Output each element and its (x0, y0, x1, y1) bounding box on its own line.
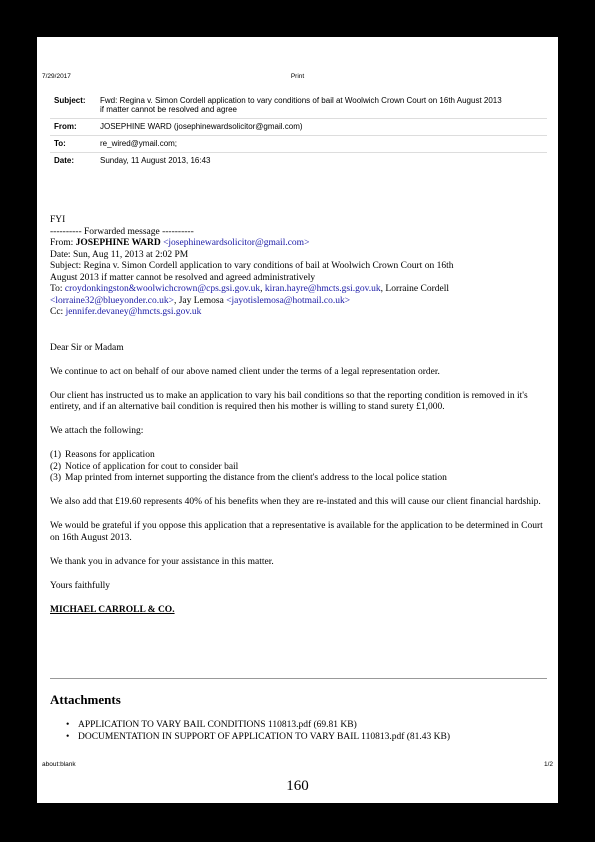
to-recipient-name-3: , Lorraine Cordell (380, 284, 449, 294)
print-date: 7/29/2017 (42, 73, 71, 80)
print-page (37, 37, 558, 803)
fyi-text: FYI (50, 215, 66, 225)
to-email-link-3[interactable]: <lorraine32@blueyonder.co.uk> (50, 295, 174, 306)
list-item-number: (2) (50, 461, 62, 472)
date-row (50, 153, 547, 170)
to-separator: , (260, 284, 265, 294)
list-item (50, 450, 547, 462)
to-email-link-2[interactable]: kiran.hayre@hmcts.gsi.gov.uk (264, 284, 381, 294)
paragraph-5: We would be grateful if you oppose this application that a representative is available for the application to be determined in Court on 16th August 2013. (50, 521, 543, 543)
date-value: Sunday, 11 August 2013, 16:43 (96, 153, 547, 170)
closing: Yours faithfully (50, 580, 110, 591)
footer-url: about:blank (42, 761, 76, 768)
list-item (50, 473, 547, 485)
list-item-number: (1) (50, 450, 62, 460)
paragraph-1: We continue to act on behalf of our above named client under the terms of a legal representation order. (50, 366, 440, 377)
forwarded-date: Date: Sun, Aug 11, 2013 at 2:02 PM (50, 249, 189, 260)
print-title: Print (290, 73, 305, 80)
email-meta-table (50, 93, 547, 169)
list-item-number: (3) (50, 473, 62, 483)
list-item-text: Reasons for application (65, 450, 155, 460)
to-row (50, 136, 547, 153)
salutation: Dear Sir or Madam (50, 342, 124, 353)
from-row (50, 119, 547, 136)
to-email-link-4[interactable]: <jayotislemosa@hotmail.co.uk> (226, 295, 351, 306)
to-prefix: To: (50, 284, 65, 294)
date-label: Date: (50, 153, 96, 170)
from-name: JOSEPHINE WARD (75, 238, 161, 248)
attachments-list (78, 719, 548, 743)
subject-row (50, 93, 547, 119)
attachments-heading: Attachments (50, 692, 121, 707)
to-recipient-name-4: , Jay Lemosa (173, 295, 227, 306)
forwarded-cc (50, 307, 547, 319)
subject-value-line1: Fwd: Regina v. Simon Cordell application to vary conditions of bail at Woolwich Crown Court on 16th August 2013 (100, 96, 502, 105)
subject-value-line2: if matter cannot be resolved and agree (100, 105, 237, 114)
list-item (50, 462, 547, 474)
forwarded-subject-line2: August 2013 if matter cannot be resolved and agreed administratively (50, 272, 316, 283)
cc-email-link[interactable]: jennifer.devaney@hmcts.gsi.gov.uk (65, 307, 202, 317)
from-prefix: From: (50, 238, 76, 248)
forwarded-marker: ---------- Forwarded message ---------- (50, 226, 194, 237)
paragraph-2: Our client has instructed us to make an application to vary his bail conditions so that the reporting condition is removed in it's entirety, and if an alternative bail condition is required then his mother is willing to stand surety £1,000. (50, 390, 528, 412)
from-email-link[interactable]: <josephinewardsolicitor@gmail.com> (163, 238, 310, 248)
signature: MICHAEL CARROLL & CO. (50, 604, 175, 615)
from-value: JOSEPHINE WARD (josephinewardsolicitor@gmail.com) (96, 119, 547, 136)
email-body (50, 215, 547, 629)
from-label: From: (50, 119, 96, 136)
forwarded-to-cont (50, 296, 547, 308)
paragraph-3: We attach the following: (50, 426, 144, 436)
paragraph-4: We also add that £19.60 represents 40% of his benefits when they are re-instated and this will cause our client financial hardship. (50, 497, 541, 507)
attachment-description-list (50, 450, 547, 485)
to-label: To: (50, 136, 96, 153)
list-item-text: Map printed from internet supporting the distance from the client's address to the local police station (65, 473, 447, 483)
forwarded-to (50, 284, 547, 296)
subject-value (96, 93, 547, 119)
divider (50, 678, 547, 679)
list-item-text: Notice of application for cout to consider bail (65, 461, 239, 472)
attachment-item[interactable]: • DOCUMENTATION IN SUPPORT OF APPLICATION TO VARY BAIL 110813.pdf (81.43 KB) (78, 731, 548, 743)
subject-label: Subject: (54, 96, 86, 105)
forwarded-subject-line1: Subject: Regina v. Simon Cordell application to vary conditions of bail at Woolwich Crown Court on 16th (50, 261, 454, 271)
page-number: 160 (286, 778, 309, 794)
footer-page-count: 1/2 (543, 761, 553, 768)
forwarded-from (50, 238, 547, 250)
to-value: re_wired@ymail.com; (96, 136, 547, 153)
paragraph-6: We thank you in advance for your assistance in this matter. (50, 556, 274, 567)
to-email-link-1[interactable]: croydonkingston&woolwichcrown@cps.gsi.gov.uk (64, 284, 261, 294)
attachment-item[interactable]: • APPLICATION TO VARY BAIL CONDITIONS 110813.pdf (69.81 KB) (78, 719, 548, 731)
cc-prefix: Cc: (50, 307, 66, 317)
